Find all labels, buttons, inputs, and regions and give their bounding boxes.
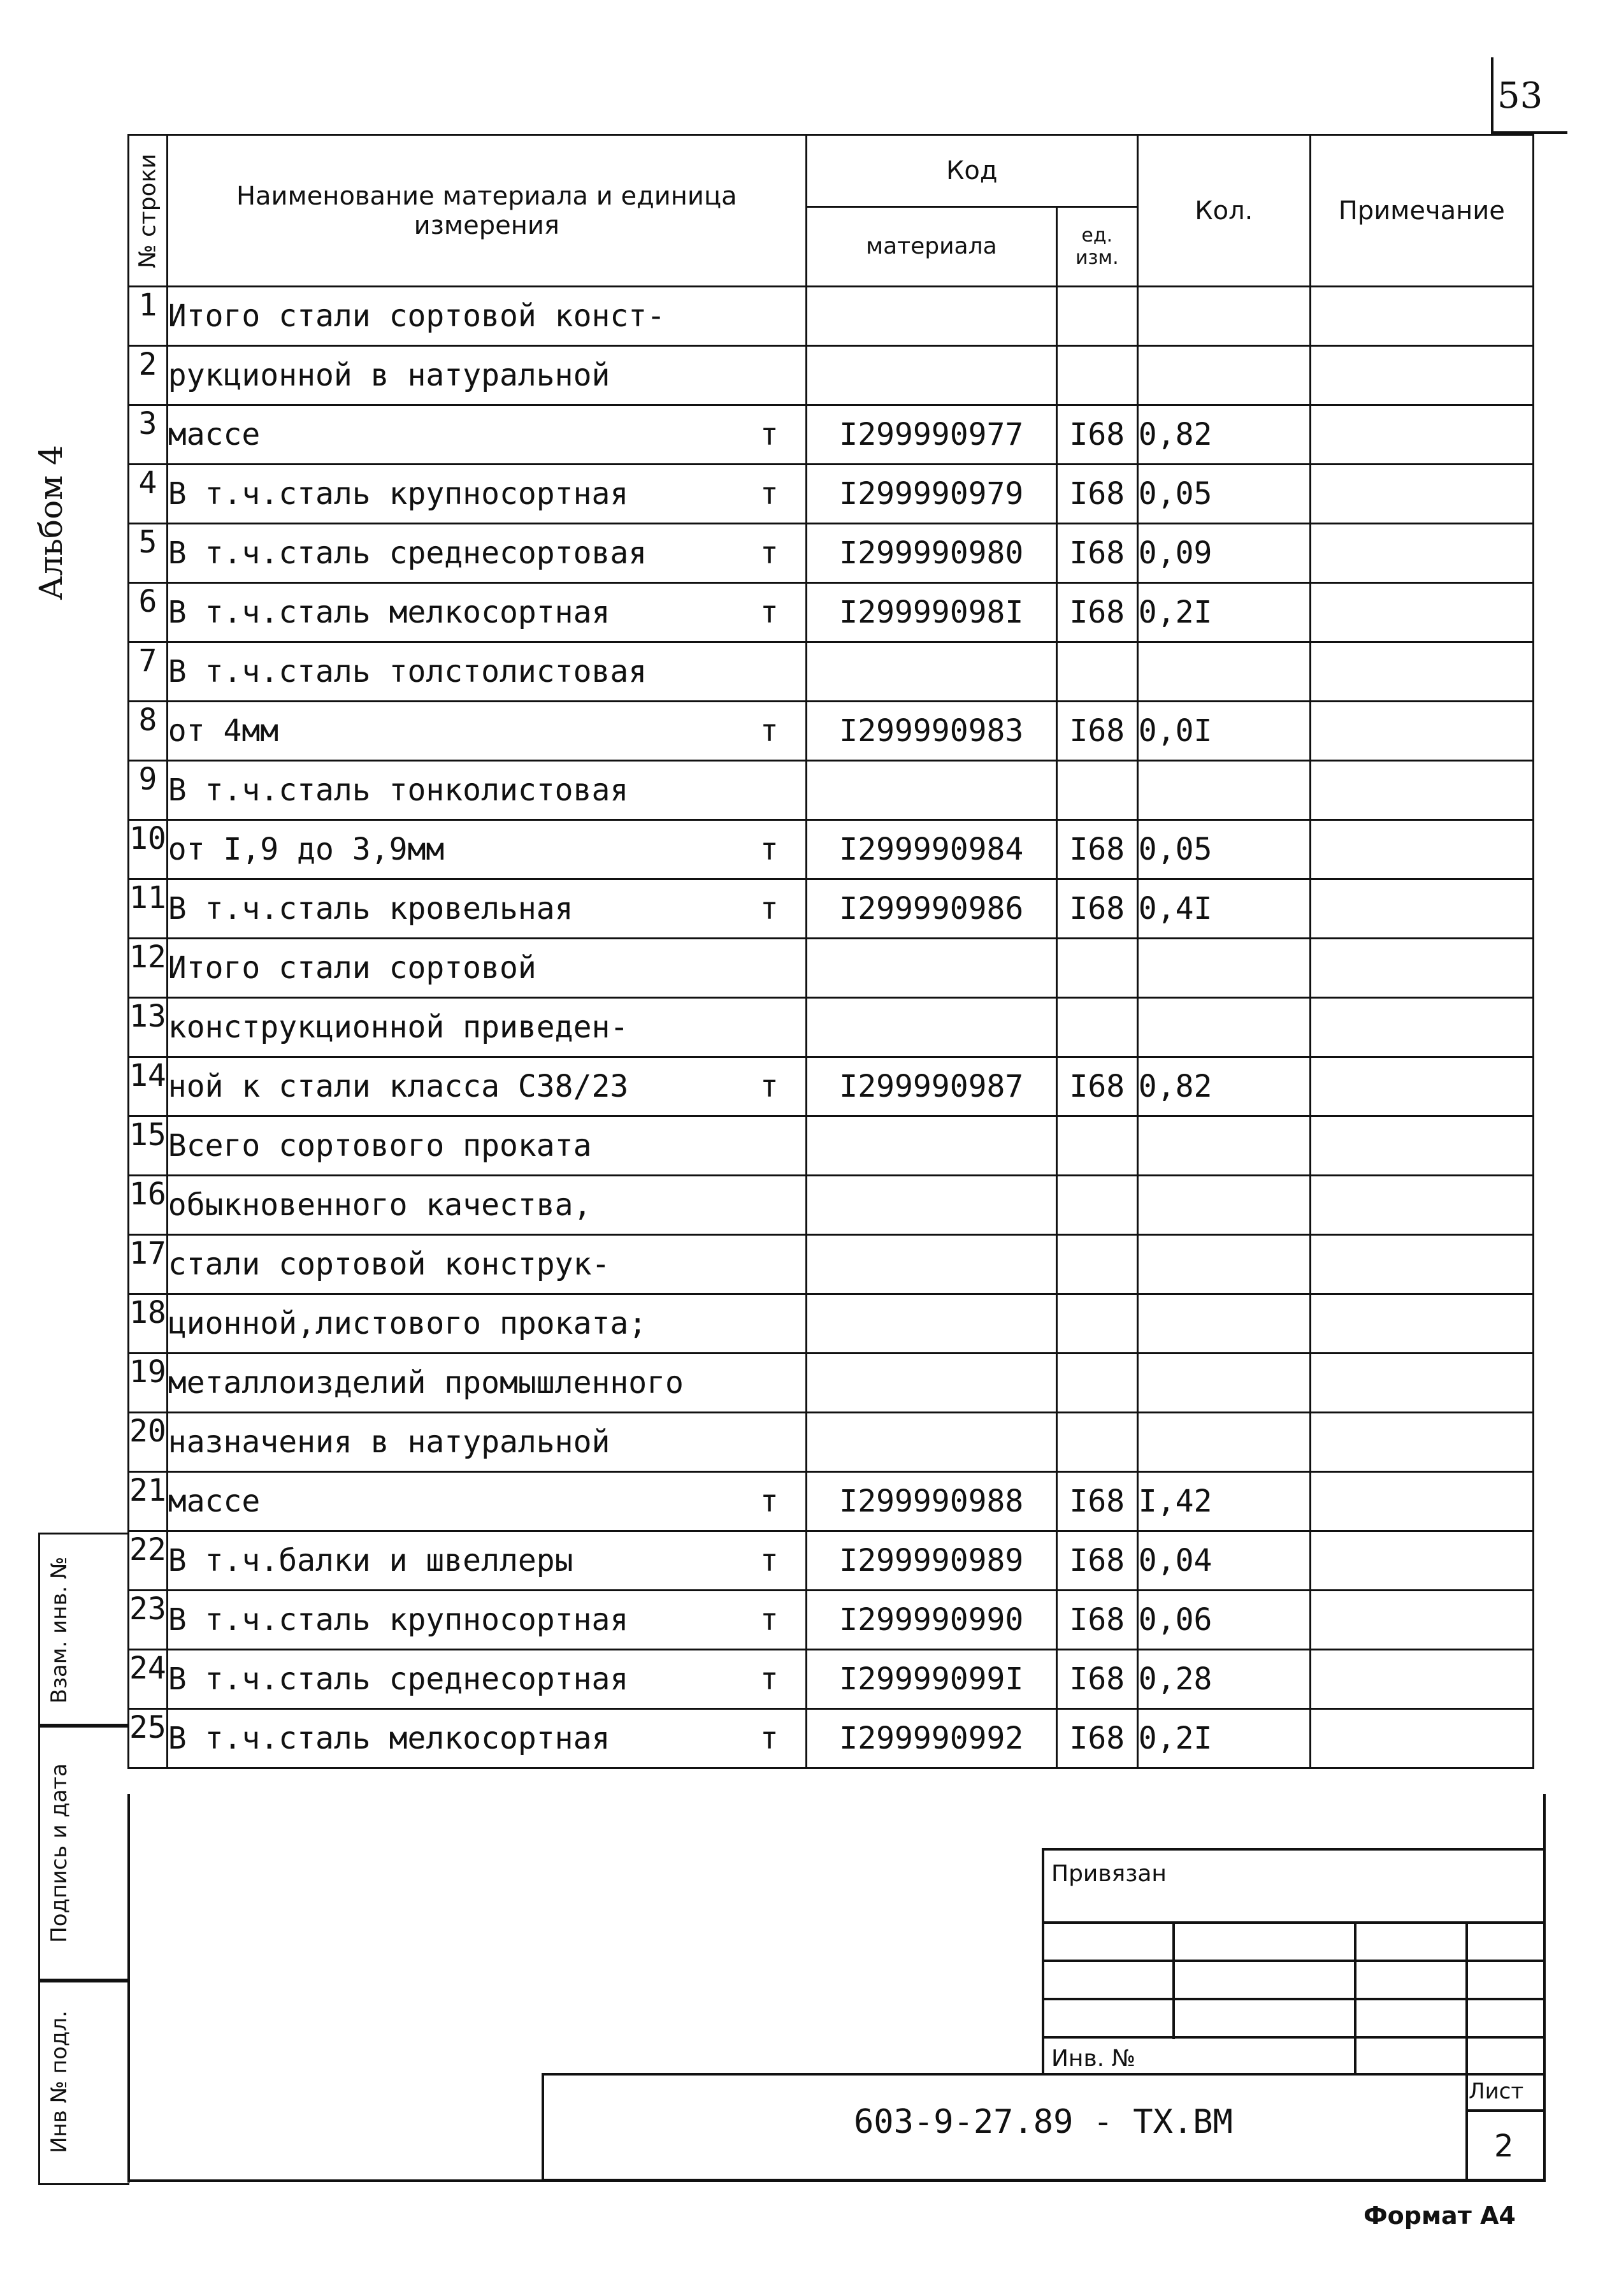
row-number: 1 bbox=[129, 287, 168, 346]
unit-code bbox=[1056, 1294, 1137, 1354]
inv-podl-box: Инв № подл. bbox=[38, 1979, 129, 2185]
material-name: конструкционной приведен- bbox=[167, 998, 806, 1057]
material-name: В т.ч.балки и швеллеры т bbox=[167, 1531, 806, 1591]
note bbox=[1310, 405, 1533, 465]
material-code bbox=[806, 1354, 1056, 1413]
table-row bbox=[129, 1235, 1534, 1294]
quantity: 0,2I bbox=[1137, 583, 1310, 642]
table-row bbox=[129, 524, 1534, 583]
material-name: рукционной в натуральной bbox=[167, 346, 806, 405]
podpis-data-box: Подпись и дата bbox=[38, 1724, 129, 1982]
quantity: 0,04 bbox=[1137, 1531, 1310, 1591]
unit-code bbox=[1056, 287, 1137, 346]
material-name: В т.ч.сталь среднесортная т bbox=[167, 1650, 806, 1709]
note bbox=[1310, 524, 1533, 583]
material-name: обыкновенного качества, bbox=[167, 1176, 806, 1235]
quantity: 0,05 bbox=[1137, 820, 1310, 879]
quantity: 0,28 bbox=[1137, 1650, 1310, 1709]
note bbox=[1310, 998, 1533, 1057]
table-row bbox=[129, 879, 1534, 939]
row-number: 6 bbox=[129, 583, 168, 642]
note bbox=[1310, 879, 1533, 939]
note bbox=[1310, 642, 1533, 702]
note bbox=[1310, 465, 1533, 524]
material-code: I299990984 bbox=[806, 820, 1056, 879]
row-number: 18 bbox=[129, 1294, 168, 1354]
table-row bbox=[129, 998, 1534, 1057]
unit-letter: т bbox=[759, 1543, 779, 1578]
material-name: массе т bbox=[167, 405, 806, 465]
material-name: Итого стали сортовой конст- bbox=[167, 287, 806, 346]
table-row bbox=[129, 1650, 1534, 1709]
unit-code: I68 bbox=[1056, 405, 1137, 465]
unit-letter: т bbox=[759, 595, 779, 630]
unit-code: I68 bbox=[1056, 1057, 1137, 1116]
note bbox=[1310, 702, 1533, 761]
note bbox=[1310, 1650, 1533, 1709]
quantity: 0,09 bbox=[1137, 524, 1310, 583]
material-code bbox=[806, 998, 1056, 1057]
material-code bbox=[806, 1235, 1056, 1294]
unit-code: I68 bbox=[1056, 465, 1137, 524]
unit-code bbox=[1056, 1176, 1137, 1235]
row-number: 12 bbox=[129, 939, 168, 998]
row-number: 19 bbox=[129, 1354, 168, 1413]
table-row bbox=[129, 465, 1534, 524]
unit-code: I68 bbox=[1056, 1472, 1137, 1531]
album-label: Альбом 4 bbox=[32, 445, 69, 600]
note bbox=[1310, 1235, 1533, 1294]
row-number: 25 bbox=[129, 1709, 168, 1768]
quantity bbox=[1137, 1354, 1310, 1413]
note bbox=[1310, 287, 1533, 346]
row-number: 14 bbox=[129, 1057, 168, 1116]
table-row bbox=[129, 1531, 1534, 1591]
unit-letter: т bbox=[759, 1721, 779, 1756]
quantity: 0,82 bbox=[1137, 1057, 1310, 1116]
unit-code: I68 bbox=[1056, 879, 1137, 939]
material-name: В т.ч.сталь крупносортная т bbox=[167, 1591, 806, 1650]
material-name: стали сортовой конструк- bbox=[167, 1235, 806, 1294]
material-code: I299990977 bbox=[806, 405, 1056, 465]
table-row bbox=[129, 583, 1534, 642]
row-number: 22 bbox=[129, 1531, 168, 1591]
material-code: I299990983 bbox=[806, 702, 1056, 761]
note bbox=[1310, 1472, 1533, 1531]
table-row bbox=[129, 642, 1534, 702]
note bbox=[1310, 1354, 1533, 1413]
note bbox=[1310, 1591, 1533, 1650]
material-name: В т.ч.сталь тонколистовая bbox=[167, 761, 806, 820]
quantity bbox=[1137, 1176, 1310, 1235]
quantity bbox=[1137, 346, 1310, 405]
table-row bbox=[129, 1413, 1534, 1472]
material-name: от 4мм т bbox=[167, 702, 806, 761]
unit-code bbox=[1056, 761, 1137, 820]
table-row bbox=[129, 939, 1534, 998]
row-number: 3 bbox=[129, 405, 168, 465]
table-row bbox=[129, 1116, 1534, 1176]
material-name: В т.ч.сталь толстолистовая bbox=[167, 642, 806, 702]
unit-letter: т bbox=[759, 1602, 779, 1638]
header-row-no: № строки bbox=[129, 135, 168, 287]
material-name: Итого стали сортовой bbox=[167, 939, 806, 998]
material-name: В т.ч.сталь среднесортовая т bbox=[167, 524, 806, 583]
unit-letter: т bbox=[759, 476, 779, 512]
quantity bbox=[1137, 642, 1310, 702]
unit-code bbox=[1056, 998, 1137, 1057]
material-name: ной к стали класса С38/23 т bbox=[167, 1057, 806, 1116]
row-number: 10 bbox=[129, 820, 168, 879]
quantity: 0,05 bbox=[1137, 465, 1310, 524]
quantity: 0,0I bbox=[1137, 702, 1310, 761]
material-code: I299990989 bbox=[806, 1531, 1056, 1591]
header-code-material: материала bbox=[806, 206, 1056, 286]
material-name: назначения в натуральной bbox=[167, 1413, 806, 1472]
material-name: В т.ч.сталь мелкосортная т bbox=[167, 583, 806, 642]
material-code bbox=[806, 642, 1056, 702]
unit-letter: т bbox=[759, 417, 779, 452]
row-number: 7 bbox=[129, 642, 168, 702]
unit-code: I68 bbox=[1056, 524, 1137, 583]
material-name: металлоизделий промышленного bbox=[167, 1354, 806, 1413]
note bbox=[1310, 1116, 1533, 1176]
material-name: В т.ч.сталь мелкосортная т bbox=[167, 1709, 806, 1768]
unit-letter: т bbox=[759, 832, 779, 867]
table-row bbox=[129, 820, 1534, 879]
material-code bbox=[806, 346, 1056, 405]
vzam-inv-box: Взам. инв. № bbox=[38, 1533, 129, 1728]
unit-code: I68 bbox=[1056, 820, 1137, 879]
table-row bbox=[129, 761, 1534, 820]
table-row bbox=[129, 405, 1534, 465]
material-code bbox=[806, 939, 1056, 998]
quantity bbox=[1137, 1413, 1310, 1472]
material-code bbox=[806, 761, 1056, 820]
header-code-unit: ед. изм. bbox=[1056, 206, 1137, 286]
material-code: I29999098I bbox=[806, 583, 1056, 642]
material-name: от I,9 до 3,9мм т bbox=[167, 820, 806, 879]
material-name: ционной,листового проката; bbox=[167, 1294, 806, 1354]
header-code-group: Код bbox=[806, 135, 1137, 207]
note bbox=[1310, 820, 1533, 879]
quantity: I,42 bbox=[1137, 1472, 1310, 1531]
page-number: 53 bbox=[1497, 75, 1543, 117]
quantity bbox=[1137, 761, 1310, 820]
quantity: 0,2I bbox=[1137, 1709, 1310, 1768]
unit-code bbox=[1056, 939, 1137, 998]
material-code: I299990990 bbox=[806, 1591, 1056, 1650]
unit-code bbox=[1056, 1116, 1137, 1176]
format-label: Формат А4 bbox=[1364, 2202, 1516, 2230]
row-number: 16 bbox=[129, 1176, 168, 1235]
unit-code: I68 bbox=[1056, 1650, 1137, 1709]
material-code: I299990988 bbox=[806, 1472, 1056, 1531]
table-row bbox=[129, 1354, 1534, 1413]
material-name: Всего сортового проката bbox=[167, 1116, 806, 1176]
note bbox=[1310, 1531, 1533, 1591]
material-code bbox=[806, 1413, 1056, 1472]
material-name: массе т bbox=[167, 1472, 806, 1531]
table-row bbox=[129, 1591, 1534, 1650]
unit-letter: т bbox=[759, 713, 779, 749]
note bbox=[1310, 1709, 1533, 1768]
unit-code: I68 bbox=[1056, 1709, 1137, 1768]
row-number: 23 bbox=[129, 1591, 168, 1650]
unit-code bbox=[1056, 1354, 1137, 1413]
row-number: 5 bbox=[129, 524, 168, 583]
note bbox=[1310, 1294, 1533, 1354]
material-code: I299990986 bbox=[806, 879, 1056, 939]
quantity: 0,06 bbox=[1137, 1591, 1310, 1650]
material-name: В т.ч.сталь крупносортная т bbox=[167, 465, 806, 524]
unit-code bbox=[1056, 642, 1137, 702]
unit-code bbox=[1056, 1413, 1137, 1472]
material-code: I299990979 bbox=[806, 465, 1056, 524]
quantity bbox=[1137, 998, 1310, 1057]
material-code: I299990992 bbox=[806, 1709, 1056, 1768]
material-code bbox=[806, 1116, 1056, 1176]
unit-letter: т bbox=[759, 891, 779, 927]
row-number: 15 bbox=[129, 1116, 168, 1176]
unit-letter: т bbox=[759, 1069, 779, 1104]
note bbox=[1310, 583, 1533, 642]
quantity: 0,4I bbox=[1137, 879, 1310, 939]
row-number: 11 bbox=[129, 879, 168, 939]
unit-code: I68 bbox=[1056, 583, 1137, 642]
table-row bbox=[129, 1294, 1534, 1354]
quantity bbox=[1137, 1116, 1310, 1176]
unit-letter: т bbox=[759, 535, 779, 571]
unit-code: I68 bbox=[1056, 702, 1137, 761]
row-number: 2 bbox=[129, 346, 168, 405]
row-number: 21 bbox=[129, 1472, 168, 1531]
quantity bbox=[1137, 287, 1310, 346]
material-code: I299990980 bbox=[806, 524, 1056, 583]
quantity bbox=[1137, 1235, 1310, 1294]
unit-letter: т bbox=[759, 1661, 779, 1697]
material-code: I299990987 bbox=[806, 1057, 1056, 1116]
privyazan-label: Привязан bbox=[1051, 1861, 1167, 1887]
quantity: 0,82 bbox=[1137, 405, 1310, 465]
table-row bbox=[129, 1709, 1534, 1768]
unit-code bbox=[1056, 346, 1137, 405]
header-qty: Кол. bbox=[1137, 135, 1310, 287]
document-code: 603-9-27.89 - ТХ.ВМ bbox=[854, 2103, 1233, 2141]
note bbox=[1310, 761, 1533, 820]
header-note: Примечание bbox=[1310, 135, 1533, 287]
header-name: Наименование материала и единица измерения bbox=[167, 135, 806, 287]
materials-table bbox=[127, 134, 1534, 1769]
material-name: В т.ч.сталь кровельная т bbox=[167, 879, 806, 939]
sheet-number: 2 bbox=[1494, 2128, 1514, 2164]
table-row bbox=[129, 1472, 1534, 1531]
note bbox=[1310, 1413, 1533, 1472]
table-row bbox=[129, 702, 1534, 761]
material-code bbox=[806, 287, 1056, 346]
unit-code: I68 bbox=[1056, 1591, 1137, 1650]
unit-code: I68 bbox=[1056, 1531, 1137, 1591]
material-code bbox=[806, 1294, 1056, 1354]
unit-letter: т bbox=[759, 1484, 779, 1519]
note bbox=[1310, 1176, 1533, 1235]
table-row bbox=[129, 346, 1534, 405]
row-number: 8 bbox=[129, 702, 168, 761]
inv-no-label: Инв. № bbox=[1051, 2046, 1136, 2072]
row-number: 13 bbox=[129, 998, 168, 1057]
row-number: 9 bbox=[129, 761, 168, 820]
note bbox=[1310, 939, 1533, 998]
row-number: 24 bbox=[129, 1650, 168, 1709]
quantity bbox=[1137, 939, 1310, 998]
quantity bbox=[1137, 1294, 1310, 1354]
row-number: 20 bbox=[129, 1413, 168, 1472]
material-code bbox=[806, 1176, 1056, 1235]
sheet-label: Лист bbox=[1469, 2079, 1524, 2104]
table-row bbox=[129, 287, 1534, 346]
material-code: I29999099I bbox=[806, 1650, 1056, 1709]
row-number: 17 bbox=[129, 1235, 168, 1294]
unit-code bbox=[1056, 1235, 1137, 1294]
note bbox=[1310, 346, 1533, 405]
row-number: 4 bbox=[129, 465, 168, 524]
note bbox=[1310, 1057, 1533, 1116]
table-row bbox=[129, 1057, 1534, 1116]
table-row bbox=[129, 1176, 1534, 1235]
